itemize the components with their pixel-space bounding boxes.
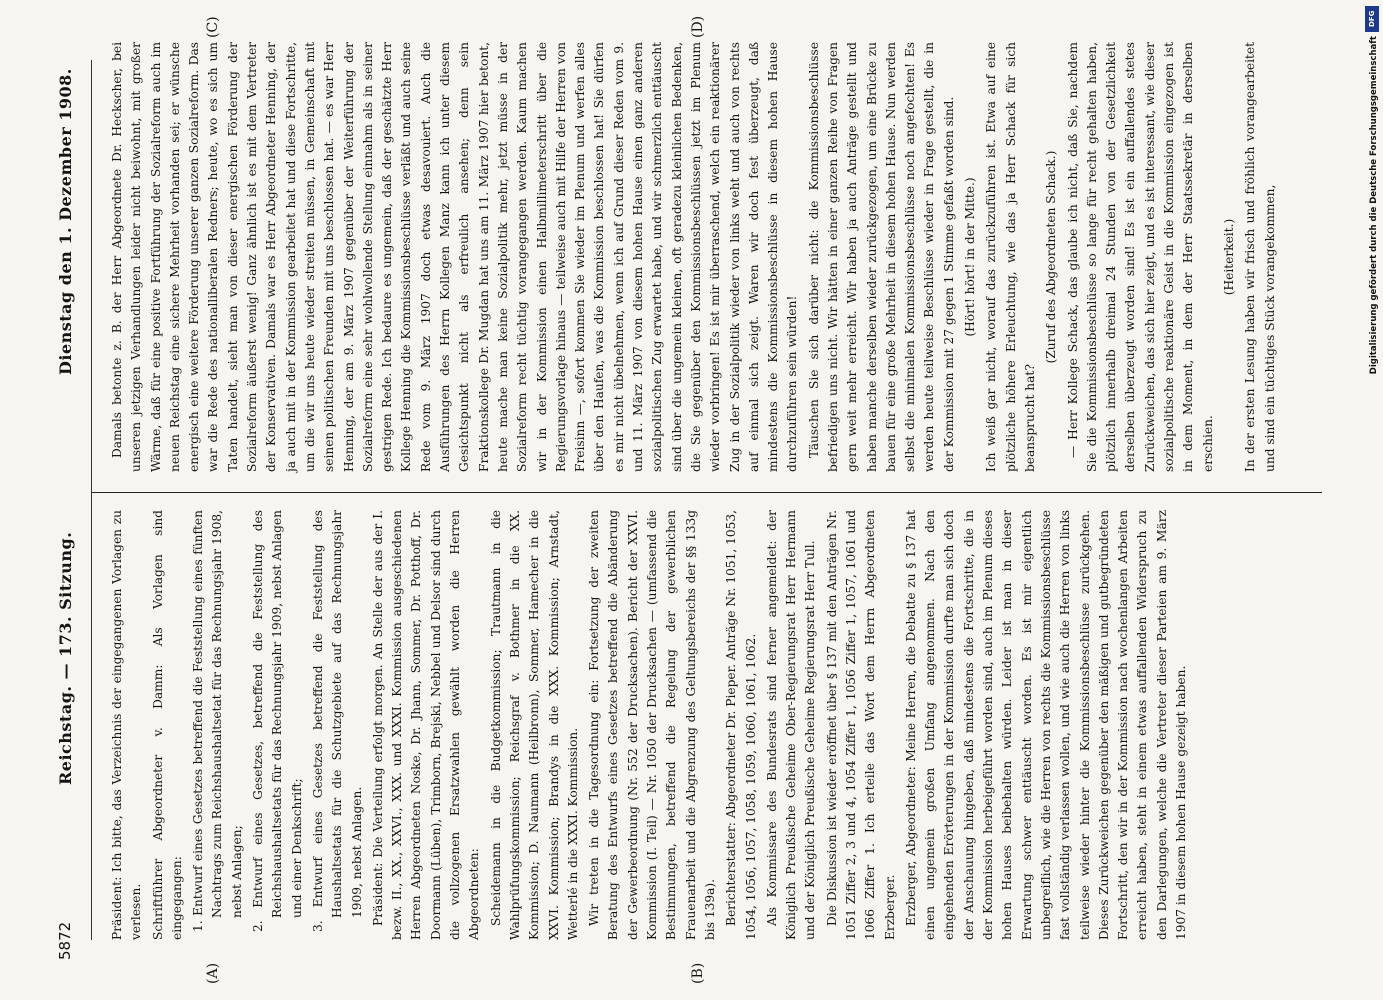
- header-rule: [91, 60, 92, 940]
- right-column: [108, 42, 1282, 472]
- header-date: Dienstag den 1. Dezember 1908.: [56, 68, 75, 375]
- left-column: [108, 510, 1193, 940]
- paragraph: Präsident: Die Verteilung erfolgt morgen. An Stelle der aus der I. bezw. II., XX., XXVI., XXX. und XXXI. Kommission ausgeschiedenen Herren Abgeordneten Noske, Dr. Jhann, Sommer, Dr. Potthoff, Dr. Doormann (Lüben), Trimborn, Brejski, Nebbel und Delsor sind durch die vollzogenen Ersatzwahlen gewählt worden die Herren Abgeordneten:: [370, 510, 482, 940]
- digitization-credit-strip: [1365, 6, 1379, 996]
- margin-marker-b: (B): [690, 962, 706, 984]
- list-item: 2. Entwurf eines Gesetzes, betreffend die Feststellung des Reichshaushaltsetats für das Rechnungsjahr 1909, nebst Anlagen und einer Denkschrift;: [251, 510, 304, 932]
- margin-marker-d: (D): [690, 15, 706, 38]
- paragraph: Präsident: Ich bitte, das Verzeichnis der eingegangenen Vorlagen zu verlesen.: [110, 510, 144, 940]
- page-number: 5872: [56, 921, 74, 960]
- list-item: 1. Entwurf eines Gesetzes betreffend die Feststellung eines fünften Nachtrags zum Reichshaushaltsetat für das Rechnungsjahr 1908, nebst Anlagen;: [191, 510, 244, 932]
- paragraph: Erzberger, Abgeordneter: Meine Herren, die Debatte zu § 137 hat einen ungemein großen Umfang angenommen. Nach den eingehenden Erörterungen in der Kommission durfte man sich doch der Anschauung hingeben, daß mindestens die Fortschritte, die in der Kommission herbeigeführt worden sind, auch im Plenum dieses hohen Hauses beibehalten würden. Leider ist man in dieser Erwartung schwer enttäuscht worden. Es ist mir eigentlich unbegreiflich, wie die Herren von rechts die Kommissionsbeschlüsse fast vollständig verlassen wollen, und wie auch die Herren von links teilweise wieder hinter die Kommissionsbeschlüsse zurückgehen. Dieses Zurückweichen gegenüber den mäßigen und gutbegründeten Fortschritt, den wir in der Kommission nach wochenlangen Arbeiten erreicht haben, steht in einem etwas auffallenden Widerspruch zu den Darlegungen, welche die Vertreter dieser Parteien am 9. März 1907 in diesem hohen Hause gezeigt haben.: [903, 510, 1189, 940]
- interjection: (Heiterkeit.): [1221, 218, 1236, 296]
- paragraph: Damals betonte z. B. der Herr Abgeordnete Dr. Heckscher, bei unseren jetzigen Verhandlungen leider nicht beiwohnt, mit großer Wärme, daß für eine positive Fortführung der Sozialreform auch im neuen Reichstag eine sichere Mehrheit vorhanden sei; er wünsche energisch eine weitere Förderung unserer ganzen Sozialreform. Das war die Rede des nationalliberalen Redners; heute, wo es sich um Taten handelt, sieht man von dieser energischen Förderung der Sozialreform äußerst wenig! Ganz ähnlich ist es mit dem Vertreter der Konservativen. Damals war es Herr Abgeordneter Henning, der ja auch mit in der Kommission gearbeitet hat und diese Fortschritte, um die wir uns heute wieder streiten müssen, in Gemeinschaft mit seinen politischen Freunden mit uns beschlossen hat. — es war Herr Henning, der am 9. März 1907 gegenüber der Weiterführung der Sozialreform eine sehr wohlwollende Stellung einnahm als in seiner gestrigen Rede. Ich bedaure es ungemein, daß der geschätzte Herr Kollege Henning die Kommissionsbeschlüsse verläßt und auch seine Rede vom 9. März 1907 doch etwas desavouiert. Auch die Ausführungen des Herrn Kollegen Manz kann ich unter diesem Gesichtspunkt nicht als erfreulich ansehen; denn sein Fraktionskollege Dr. Mugdan hat uns am 11. März 1907 hier betont, heute mache man keine Sozialpolitik mehr, jetzt müsse in der Sozialreform recht tüchtig vorangegangen werden. Kaum machen wir in der Kommission einen Halbmillimeterschritt über die Regierungsvorlage hinaus — teilweise auch mit Hilfe der Herren von Freisinn —, sofort kommen Sie wieder im Plenum und werfen alles über den Haufen, was die Kommission beschlossen hat! Sie dürfen es mir nicht übelnehmen, wenn ich auf Grund dieser Reden vom 9. und 11. März 1907 von diesem hohen Hause einen ganz anderen sozialpolitischen Zug erwartet habe, und wir schmerzlich enttäuscht sind über die ungemein kleinen, oft geradezu kleinlichen Bedenken, die Sie gegenüber den Kommissionsbeschlüssen jetzt im Plenum wieder vorbringen! Es ist mir überraschend, welch ein reaktionärer Zug in der Sozialpolitik wieder von links weht und auch von rechts auf einmal sich zeigt. Waren wir doch fest überzeugt, daß mindestens die Kommissionsbeschlüsse in diesem hohen Hause durchzuführen sein würden!: [110, 42, 800, 472]
- paragraph: Als Kommissare des Bundesrats sind ferner angemeldet: der Königlich Preußische Geheime Ober-Regierungsrat Herr Hermann und der Königlich Preußische Geheime Regierungsrat Herr Tull.: [764, 510, 818, 940]
- dfg-logo: DFG: [1365, 6, 1379, 32]
- margin-marker-a: (A): [205, 962, 221, 984]
- interjection: (Zuruf des Abgeordneten Schack.): [1044, 150, 1059, 364]
- paragraph: In der ersten Lesung haben wir frisch und fröhlich vorangearbeitet und sind ein tüchtiges Stück vorangekommen,: [1243, 42, 1277, 472]
- paragraph: Täuschen Sie sich darüber nicht: die Kommissionsbeschlüsse befriedigen uns nicht. Wir hätten in einer ganzen Reihe von Fragen gern weit mehr erreicht. Wir haben ja auch Anträge gestellt und haben manche derselben wieder zurückgezogen, um eine Brücke zu bauen für eine große Mehrheit in diesem hohen Hause. Nun werden selbst die minimalen Kommissionsbeschlüsse noch angefochten! Es werden heute teilweise Beschlüsse wieder in Frage gestellt, die in der Kommission mit 27 gegen 1 Stimme gefaßt worden sind.: [806, 42, 956, 472]
- paragraph: Die Diskussion ist wieder eröffnet über § 137 mit den Anträgen Nr. 1051 Ziffer 2, 3 und 4, 1054 Ziffer 1, 1056 Ziffer 1, 1057, 1061 und 1066 Ziffer 1. Ich erteile das Wort dem Herrn Abgeordneten Erzberger.: [824, 510, 897, 940]
- column-divider: [92, 492, 1322, 493]
- paragraph: Wir treten in die Tagesordnung ein: Fortsetzung der zweiten Beratung des Entwurfs eines Gesetzes betreffend die Abänderung der Gewerbeordnung (Nr. 552 der Drucksachen). Bericht der XXVI. Kommission (I. Teil) — Nr. 1050 der Drucksachen — (umfassend die Bestimmungen, betreffend die Regelung der gewerblichen Frauenarbeit und die Abgrenzung des Geltungsbereichs der §§ 133g bis 139a).: [587, 510, 717, 940]
- paragraph: Berichterstatter: Abgeordneter Dr. Pieper. Anträge Nr. 1051, 1053, 1054, 1056, 1057, 1058, 1059, 1060, 1061, 1062.: [724, 510, 758, 940]
- paragraph: Scheidemann in die Budgetkommission; Trautmann in die Wahlprüfungskommission; Reichsgraf v. Bothmer in die XX. Kommission; D. Naumann (Heilbronn), Sommer, Hamecher in die XXVI. Kommission; Brandys in die XXX. Kommission; Arnstadt, Wetterlé in die XXXI. Kommission.: [488, 510, 580, 940]
- paragraph: — Herr Kollege Schack, das glaube ich nicht, daß Sie, nachdem Sie die Kommissionsbeschlüsse so lange für recht gehalten haben, plötzlich innerhalb dreimal 24 Stunden von der Gesetzlichkeit derselben überzeugt worden sind! Es ist ein auffallendes stetes Zurückweichen, das sich hier zeigt, und es ist interessant, wie dieser sozialpolitische reaktionäre Geist in die Kommission eingezogen ist in dem Moment, in dem der Herr Staatssekretär in derselben erschien.: [1065, 42, 1215, 472]
- margin-marker-c: (C): [205, 16, 221, 38]
- interjection: (Hört! hört! in der Mitte.): [963, 177, 978, 337]
- paragraph: Schriftführer Abgeordneter v. Damm: Als Vorlagen sind eingegangen:: [150, 510, 184, 940]
- list-item: 3. Entwurf eines Gesetzes betreffend die Feststellung des Haushaltsetats für die Schutzgebiete auf das Rechnungsjahr 1909, nebst Anlagen.: [310, 510, 364, 932]
- page-header: [56, 50, 86, 960]
- digitization-credit: Digitalisierung gefördert durch die Deutsche Forschungsgemeinschaft: [1369, 36, 1379, 375]
- paragraph: Ich weiß gar nicht, worauf das zurückzuführen ist. Etwa auf eine plötzliche höhere Erleuchtung, wie das ja Herr Schack für sich beansprucht hat?: [984, 42, 1037, 472]
- header-session: Reichstag. — 173. Sitzung.: [56, 531, 75, 785]
